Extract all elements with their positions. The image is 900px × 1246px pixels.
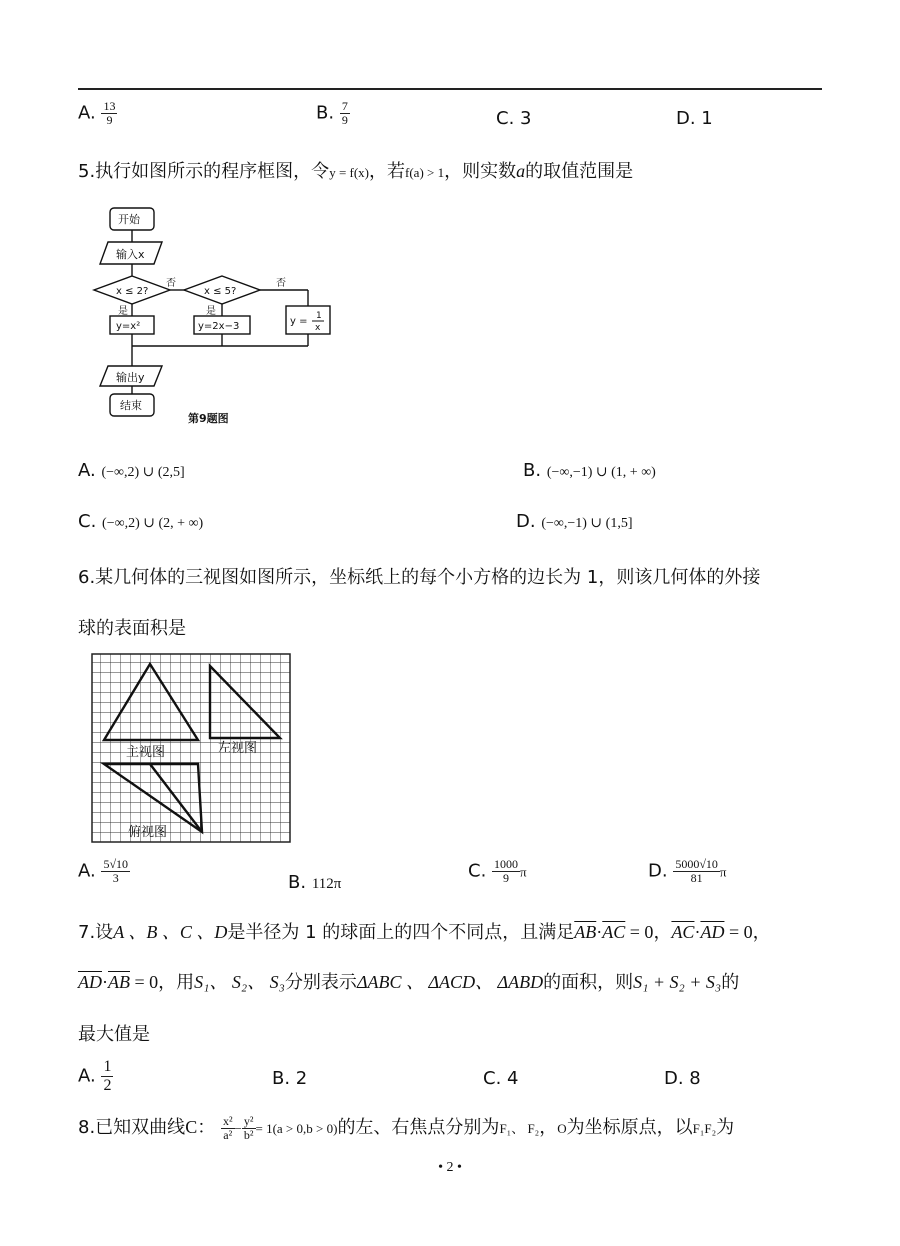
q6-c-fraction: $\frac{1000}{9}$ xyxy=(494,857,519,885)
flow-box3-den: x xyxy=(315,323,321,333)
q6-option-c: C. $\frac{1000}{9}$ π xyxy=(468,857,527,885)
q6-d-fraction: $\frac{5000√10}{81}$ xyxy=(675,857,718,885)
flow-box2-label: y=2x−3 xyxy=(198,321,240,332)
flow-input-label: 输入x xyxy=(116,248,145,261)
q6-option-d: D. $\frac{5000√10}{81}$ π xyxy=(648,857,727,885)
q5-option-d: D. (−∞,−1) ∪ (1,5] xyxy=(516,511,633,532)
q4-a-fraction: $\frac{13}{9}$ xyxy=(103,99,116,127)
q5-flowchart xyxy=(90,200,360,435)
q4-option-c: C. 3 xyxy=(496,108,532,129)
q4-b-fraction: $\frac{7}{9}$ xyxy=(341,99,348,127)
q5-option-b: B. (−∞,−1) ∪ (1, + ∞) xyxy=(523,460,656,481)
q4-option-d: D. 1 xyxy=(676,108,713,129)
flow-yes1-label: 是 xyxy=(118,306,128,317)
q6-stem-line1: 6.某几何体的三视图如图所示，坐标纸上的每个小方格的边长为 1，则该几何体的外接 xyxy=(78,567,761,588)
q7-a-fraction: $\frac{1}{2}$ xyxy=(103,1058,112,1094)
q7-stem-line3: 最大值是 xyxy=(78,1024,150,1045)
flow-box1-label: y=x² xyxy=(116,321,141,332)
flow-no1-label: 否 xyxy=(166,278,176,289)
flow-caption: 第9题图 xyxy=(188,412,229,425)
q7-option-c: C. 4 xyxy=(483,1068,519,1089)
flow-cond1-label: x ≤ 2? xyxy=(116,286,149,297)
q5-stem: 5.执行如图所示的程序框图，令y = f(x)，若f(a) > 1，则实数a的取值范围是 xyxy=(78,161,634,182)
q7-option-a: A. $\frac{1}{2}$ xyxy=(78,1058,112,1094)
q7-option-d: D. 8 xyxy=(664,1068,701,1089)
flow-box3-num: 1 xyxy=(316,311,322,321)
q7-option-b: B. 2 xyxy=(272,1068,308,1089)
flow-output-label: 输出y xyxy=(116,371,145,384)
page-number: • 2 • xyxy=(438,1160,462,1175)
q5-option-a: A. (−∞,2) ∪ (2,5] xyxy=(78,460,185,481)
flow-yes2-label: 是 xyxy=(206,306,216,317)
q6-stem-line2: 球的表面积是 xyxy=(78,618,186,639)
q6-option-b: B. 112π xyxy=(288,872,342,893)
q6-three-views-figure xyxy=(90,652,294,846)
q8-x-fraction: $\frac{\text{x²}}{\text{a²}}$ xyxy=(222,1113,233,1142)
q4-option-b: B. $\frac{7}{9}$ xyxy=(316,99,348,127)
q6-option-a: A. $\frac{5√10}{3}$ xyxy=(78,857,129,885)
q5-option-c: C. (−∞,2) ∪ (2, + ∞) xyxy=(78,511,204,532)
flow-cond2-label: x ≤ 5? xyxy=(204,286,237,297)
q7-stem-line2: $\overline{AD}\cdot\overline{AB} = 0$，用S₁、 S₂、 S₃分别表示ΔABC 、 ΔACD、 ΔABD的面积，则S₁ + S₂ + S₃的 xyxy=(78,972,740,993)
front-view-label: 主视图 xyxy=(126,745,166,760)
q8-y-fraction: $\frac{\text{y²}}{\text{b²}}$ xyxy=(243,1113,254,1142)
flow-end-label: 结束 xyxy=(120,399,142,412)
q7-stem-line1: 7.设A 、B 、C 、D是半径为 1 的球面上的四个不同点，且满足$\overline{AB}\cdot\overline{AC} = 0$，$\overline{AC}\cdot\overline{AD} = 0$， xyxy=(78,922,771,943)
flow-start-label: 开始 xyxy=(118,213,140,226)
top-rule xyxy=(78,88,822,90)
q8-stem: 8.已知双曲线C： $\frac{\text{x²}}{\text{a²}}$ − $\frac{\text{y²}}{\text{b²}}$ = 1(a > 0,b > 0)的左、右焦点分别为F₁、 F₂，O为坐标原点，以F₁F₂为 xyxy=(78,1113,735,1142)
q4-option-a: A. $\frac{13}{9}$ xyxy=(78,99,116,127)
top-view-label: 俯视图 xyxy=(128,825,168,840)
flow-box3-prefix: y = xyxy=(290,316,308,327)
side-view-label: 左视图 xyxy=(218,741,258,756)
flow-no2-label: 否 xyxy=(276,278,286,289)
q6-a-fraction: $\frac{5√10}{3}$ xyxy=(103,857,129,885)
